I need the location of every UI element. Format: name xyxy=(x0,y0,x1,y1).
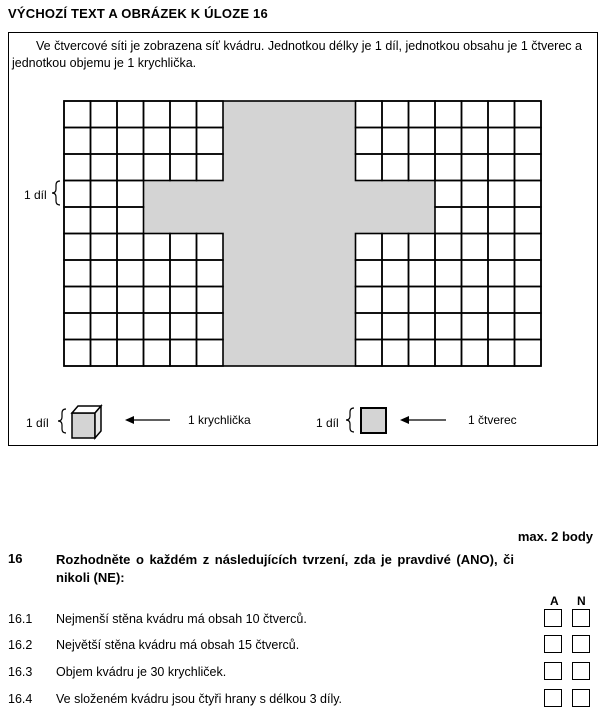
intro-text: Ve čtvercové síti je zobrazena síť kvádru. Jednotkou délky je 1 díl, jednotkou obsahu je 1 čtverec a jednotkou objemu je 1 krychlička. xyxy=(12,39,582,70)
grid-cell xyxy=(488,154,515,181)
grid-cell xyxy=(488,340,515,367)
grid-cell xyxy=(170,340,197,367)
grid-cell xyxy=(170,260,197,287)
grid-cell xyxy=(197,313,224,340)
grid-cell xyxy=(91,340,118,367)
grid-cell xyxy=(435,154,462,181)
grid-cell xyxy=(91,287,118,314)
grid-cell xyxy=(515,128,542,155)
grid-cell xyxy=(382,313,409,340)
grid-cell xyxy=(144,154,171,181)
statement-text: Nejmenší stěna kvádru má obsah 10 čtverců. xyxy=(56,612,307,626)
grid-cell xyxy=(117,181,144,208)
grid-cell xyxy=(144,234,171,261)
grid-cell xyxy=(382,154,409,181)
grid-cell xyxy=(382,340,409,367)
grid-cell xyxy=(91,128,118,155)
grid-cell xyxy=(144,313,171,340)
grid-cell xyxy=(382,128,409,155)
grid-cell xyxy=(488,101,515,128)
grid-cell xyxy=(409,260,436,287)
grid-cell xyxy=(91,181,118,208)
grid-cell xyxy=(64,287,91,314)
grid-cell xyxy=(144,101,171,128)
grid-cell xyxy=(409,313,436,340)
checkbox-yes-16-2[interactable] xyxy=(544,635,562,653)
grid-cell xyxy=(515,234,542,261)
grid-cell xyxy=(409,154,436,181)
grid-cell xyxy=(515,154,542,181)
grid-cell xyxy=(144,260,171,287)
square-brace xyxy=(346,408,354,432)
grid-cell xyxy=(64,260,91,287)
grid-cell xyxy=(409,287,436,314)
checkbox-no-16-1[interactable] xyxy=(572,609,590,627)
grid-cell xyxy=(91,154,118,181)
net-face-region xyxy=(144,181,436,234)
grid-cell xyxy=(117,340,144,367)
grid-cell xyxy=(409,128,436,155)
grid-cell xyxy=(356,340,383,367)
grid-cell xyxy=(382,234,409,261)
grid-cell xyxy=(91,207,118,234)
square-name-label: 1 čtverec xyxy=(468,413,517,427)
grid-cell xyxy=(356,234,383,261)
square-unit-label: 1 díl xyxy=(316,416,339,430)
grid-cell xyxy=(515,181,542,208)
statement-number: 16.1 xyxy=(8,612,33,626)
grid-cell xyxy=(170,154,197,181)
grid-cell xyxy=(462,154,489,181)
grid-cell xyxy=(144,287,171,314)
grid-cell xyxy=(435,101,462,128)
grid-cell xyxy=(382,287,409,314)
grid-cell xyxy=(197,101,224,128)
grid-cell xyxy=(462,101,489,128)
grid-cell xyxy=(64,101,91,128)
grid-cell xyxy=(409,234,436,261)
grid-cell xyxy=(117,287,144,314)
grid-cell xyxy=(64,234,91,261)
statement-text: Objem kvádru je 30 krychliček. xyxy=(56,665,227,679)
grid-cell xyxy=(64,181,91,208)
grid-cell xyxy=(170,128,197,155)
max-points: max. 2 body xyxy=(517,529,593,544)
grid-cell xyxy=(91,260,118,287)
grid-cell xyxy=(197,154,224,181)
grid-cell xyxy=(117,128,144,155)
checkbox-no-16-3[interactable] xyxy=(572,662,590,680)
grid-cell xyxy=(144,128,171,155)
cube-icon xyxy=(72,406,101,438)
grid-cell xyxy=(488,234,515,261)
cube-arrow xyxy=(125,416,170,424)
square-icon xyxy=(361,408,386,433)
grid-cell xyxy=(382,101,409,128)
column-no-header: N xyxy=(577,594,586,608)
grid-cell xyxy=(488,128,515,155)
grid-cell xyxy=(515,101,542,128)
checkbox-yes-16-4[interactable] xyxy=(544,689,562,707)
grid-cell xyxy=(170,101,197,128)
grid-cell xyxy=(64,128,91,155)
grid-cell xyxy=(515,340,542,367)
page-heading: VÝCHOZÍ TEXT A OBRÁZEK K ÚLOZE 16 xyxy=(8,6,268,21)
grid-cell xyxy=(409,340,436,367)
grid-cell xyxy=(462,128,489,155)
statement-text: Největší stěna kvádru má obsah 15 čtverců. xyxy=(56,638,300,652)
grid-cell xyxy=(435,287,462,314)
grid-cell xyxy=(356,128,383,155)
grid-cell xyxy=(435,207,462,234)
grid-cell xyxy=(117,207,144,234)
task-prompt: Rozhodněte o každém z následujících tvrzení, zda je pravdivé (ANO), či nikoli (NE): xyxy=(56,552,514,585)
grid-cell xyxy=(462,260,489,287)
statement-number: 16.2 xyxy=(8,638,33,652)
grid-cell xyxy=(515,313,542,340)
grid-cell xyxy=(462,207,489,234)
grid-cell xyxy=(356,260,383,287)
grid-cell xyxy=(435,234,462,261)
grid-cell xyxy=(462,181,489,208)
grid-cell xyxy=(356,287,383,314)
checkbox-yes-16-3[interactable] xyxy=(544,662,562,680)
grid-cell xyxy=(435,313,462,340)
grid-cell xyxy=(462,313,489,340)
grid-cell xyxy=(64,340,91,367)
cube-unit-label: 1 díl xyxy=(26,416,49,430)
grid-cell xyxy=(197,128,224,155)
grid-cell xyxy=(435,260,462,287)
grid-cell xyxy=(488,181,515,208)
column-yes-header: A xyxy=(550,594,559,608)
square-arrow xyxy=(400,416,446,424)
grid-cell xyxy=(409,101,436,128)
grid-cell xyxy=(488,287,515,314)
side-label: 1 díl xyxy=(24,188,47,202)
grid-cell xyxy=(356,101,383,128)
statement-text: Ve složeném kvádru jsou čtyři hrany s délkou 3 díly. xyxy=(56,692,343,706)
grid-cell xyxy=(170,313,197,340)
grid-cell xyxy=(197,340,224,367)
cube-brace xyxy=(58,409,66,433)
grid-cell xyxy=(382,260,409,287)
grid-cell xyxy=(64,154,91,181)
grid-cell xyxy=(117,154,144,181)
grid-cell xyxy=(64,313,91,340)
grid-cell xyxy=(197,287,224,314)
grid-cell xyxy=(435,128,462,155)
cube-name-label: 1 krychlička xyxy=(188,413,251,427)
statement-number: 16.4 xyxy=(8,692,33,706)
checkbox-no-16-4[interactable] xyxy=(572,689,590,707)
grid-cell xyxy=(462,340,489,367)
grid-cell xyxy=(515,207,542,234)
grid-cell xyxy=(356,313,383,340)
grid-cell xyxy=(117,234,144,261)
grid-cell xyxy=(488,207,515,234)
grid-cell xyxy=(515,287,542,314)
grid-cell xyxy=(462,234,489,261)
checkbox-no-16-2[interactable] xyxy=(572,635,590,653)
grid-cell xyxy=(170,234,197,261)
side-brace xyxy=(52,181,60,205)
grid-cell xyxy=(435,340,462,367)
grid-cell xyxy=(91,313,118,340)
grid-cell xyxy=(462,287,489,314)
checkbox-yes-16-1[interactable] xyxy=(544,609,562,627)
grid-cell xyxy=(117,101,144,128)
statement-number: 16.3 xyxy=(8,665,33,679)
grid-cell xyxy=(170,287,197,314)
grid-cell xyxy=(515,260,542,287)
grid-cell xyxy=(64,207,91,234)
grid-cell xyxy=(488,313,515,340)
grid-cell xyxy=(117,260,144,287)
grid-cell xyxy=(197,260,224,287)
grid-cell xyxy=(435,181,462,208)
grid-cell xyxy=(91,101,118,128)
grid-cell xyxy=(144,340,171,367)
grid-cell xyxy=(356,154,383,181)
task-number: 16 xyxy=(8,551,23,566)
grid-cell xyxy=(91,234,118,261)
grid-cell xyxy=(488,260,515,287)
grid-cell xyxy=(117,313,144,340)
grid-cell xyxy=(197,234,224,261)
